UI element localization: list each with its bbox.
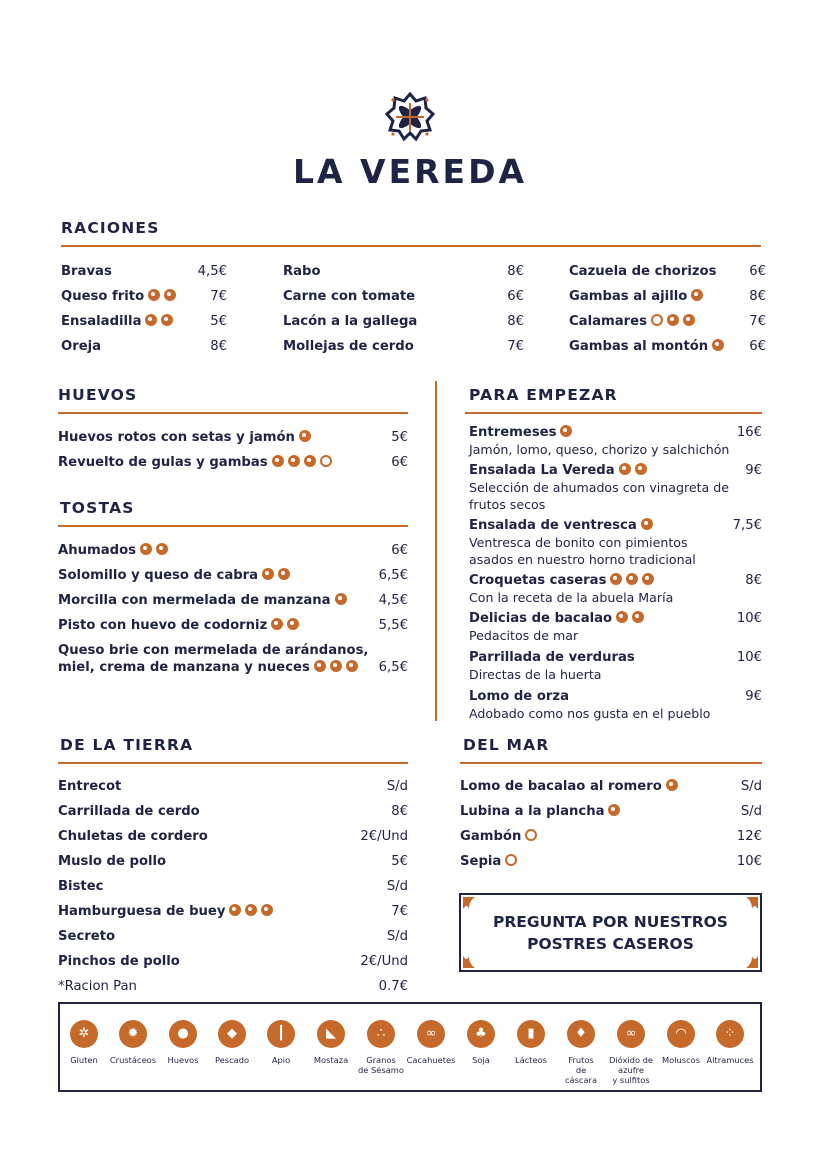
menu-item xyxy=(61,289,227,304)
item-price: S/d xyxy=(740,804,762,819)
menu-item xyxy=(58,929,408,944)
item-description: Adobado como nos gusta en el pueblo xyxy=(469,706,711,721)
section-title-de-la-tierra: DE LA TIERRA xyxy=(60,736,194,754)
menu-item xyxy=(58,779,408,794)
logo xyxy=(0,92,820,142)
tile-corner-icon xyxy=(740,950,758,968)
wheat-icon xyxy=(616,611,628,623)
restaurant-name: LA VEREDA xyxy=(292,152,528,191)
item-name: Bistec xyxy=(58,879,104,894)
item-name: Entremeses xyxy=(469,425,557,440)
eggs-icon xyxy=(288,455,300,467)
wheat-icon xyxy=(314,660,326,672)
desserts-promo-box xyxy=(459,893,762,972)
item-name: Cazuela de chorizos xyxy=(569,264,717,279)
menu-item xyxy=(460,804,762,819)
item-name: Carne con tomate xyxy=(283,289,416,304)
tile-corner-icon xyxy=(740,897,758,915)
menu-item xyxy=(58,829,408,844)
item-name: Delicias de bacalao xyxy=(469,611,613,626)
item-name: Pinchos de pollo xyxy=(58,954,180,969)
item-name: Gambón xyxy=(460,829,522,844)
item-price: 8€ xyxy=(391,804,408,819)
item-name: Entrecot xyxy=(58,779,122,794)
item-description: Jamón, lomo, queso, chorizo y salchichón xyxy=(469,442,730,457)
item-description: Directas de la huerta xyxy=(469,667,602,682)
item-price: 6€ xyxy=(391,543,408,558)
celery-icon: ┃ xyxy=(267,1020,295,1048)
nut-icon xyxy=(346,660,358,672)
allergen-legend xyxy=(58,1002,762,1092)
item-name: Oreja xyxy=(61,339,102,354)
menu-item xyxy=(58,430,408,445)
menu-item xyxy=(460,854,762,869)
mustard-icon xyxy=(245,904,257,916)
item-name: Huevos rotos con setas y jamón xyxy=(58,430,295,445)
legend-item-altramuces: ⁘ Altramuces xyxy=(703,1020,757,1065)
section-divider xyxy=(61,245,761,247)
section-divider xyxy=(58,412,408,414)
item-description: Pedacitos de mar xyxy=(469,628,579,643)
item-description: Con la receta de la abuela María xyxy=(469,590,674,605)
promo-line-2: POSTRES CASEROS xyxy=(527,935,694,953)
item-price: 0.7€ xyxy=(378,979,408,994)
eggs-icon xyxy=(145,314,157,326)
item-price: 7€ xyxy=(507,339,524,354)
item-name: *Racion Pan xyxy=(58,979,137,994)
item-price: S/d xyxy=(740,779,762,794)
menu-item xyxy=(58,568,408,583)
item-name: Gambas al montón xyxy=(569,339,709,354)
section-title-del-mar: DEL MAR xyxy=(463,736,550,754)
legend-item-cacahuetes: ∞ Cacahuetes xyxy=(404,1020,458,1065)
item-name: Hamburguesa de buey xyxy=(58,904,226,919)
item-price: 4,5€ xyxy=(378,593,408,608)
item-price: 7€ xyxy=(210,289,227,304)
item-name: Lomo de bacalao al romero xyxy=(460,779,662,794)
menu-item xyxy=(469,573,762,588)
item-name: Lubina a la plancha xyxy=(460,804,605,819)
item-price: 2€/Und xyxy=(360,954,408,969)
milk-icon xyxy=(683,314,695,326)
menu-item xyxy=(283,314,524,329)
crab-icon: ✹ xyxy=(119,1020,147,1048)
menu-item xyxy=(469,611,762,626)
menu-item xyxy=(569,314,766,329)
item-description: Ventresca de bonito con pimientos xyxy=(469,535,688,550)
item-name: Sepia xyxy=(460,854,502,869)
wheat-icon xyxy=(335,593,347,605)
milk-icon xyxy=(560,425,572,437)
menu-item xyxy=(61,264,227,279)
item-price: 2€/Und xyxy=(360,829,408,844)
milk-icon xyxy=(330,660,342,672)
item-price: 8€ xyxy=(507,314,524,329)
item-name: Secreto xyxy=(58,929,116,944)
legend-item-lacteos: ▮ Lácteos xyxy=(504,1020,558,1065)
menu-item xyxy=(58,804,408,819)
item-name: Ensalada de ventresca xyxy=(469,518,637,533)
menu-item xyxy=(61,314,227,329)
milk-icon xyxy=(642,573,654,585)
section-divider xyxy=(465,412,762,414)
eggs-icon xyxy=(626,573,638,585)
legend-item-crustaceos: ✹ Crustáceos xyxy=(106,1020,160,1065)
item-name: Lomo de orza xyxy=(469,689,569,704)
item-name: Queso frito xyxy=(61,289,145,304)
legend-item-frutos-cascara: ♦ Frutos de cáscara xyxy=(554,1020,608,1085)
section-title-para-empezar: PARA EMPEZAR xyxy=(469,386,618,404)
wheat-icon xyxy=(271,618,283,630)
item-name: Gambas al ajillo xyxy=(569,289,688,304)
menu-item xyxy=(469,518,762,533)
wheat-icon xyxy=(610,573,622,585)
item-price: 7€ xyxy=(391,904,408,919)
menu-item xyxy=(569,264,766,279)
menu-item xyxy=(469,425,762,440)
section-title-tostas: TOSTAS xyxy=(60,499,135,517)
item-description: asados en nuestro horno tradicional xyxy=(469,552,696,567)
crab-icon xyxy=(525,829,537,841)
fish-icon xyxy=(156,543,168,555)
item-price: 9€ xyxy=(745,463,762,478)
menu-item xyxy=(283,264,524,279)
soy-icon: ♣ xyxy=(467,1020,495,1048)
item-name: Bravas xyxy=(61,264,112,279)
peanut-icon: ∞ xyxy=(417,1020,445,1048)
fish-icon xyxy=(632,611,644,623)
item-price: 6,5€ xyxy=(378,660,408,675)
crab-icon xyxy=(691,289,703,301)
tile-emblem-icon xyxy=(385,92,435,142)
mollusc-icon xyxy=(505,854,517,866)
item-name: Chuletas de cordero xyxy=(58,829,208,844)
menu-item xyxy=(469,463,762,478)
item-price: 7€ xyxy=(749,314,766,329)
menu-item xyxy=(469,650,762,665)
tile-corner-icon xyxy=(463,897,481,915)
item-price: 5€ xyxy=(391,430,408,445)
menu-item xyxy=(460,779,762,794)
wheat-icon xyxy=(262,568,274,580)
item-price: 6€ xyxy=(391,455,408,470)
item-price: 9€ xyxy=(745,689,762,704)
nut-icon: ♦ xyxy=(567,1020,595,1048)
item-price: 4,5€ xyxy=(197,264,227,279)
mollusc-icon xyxy=(320,455,332,467)
item-name: Revuelto de gulas y gambas xyxy=(58,455,268,470)
menu-item xyxy=(58,455,408,470)
mustard-icon: ◣ xyxy=(317,1020,345,1048)
item-price: 5€ xyxy=(210,314,227,329)
sulphite-icon: ∞ xyxy=(617,1020,645,1048)
item-price: 8€ xyxy=(210,339,227,354)
item-price: 5€ xyxy=(391,854,408,869)
fish-icon xyxy=(619,463,631,475)
menu-item xyxy=(58,543,408,558)
item-price: 6,5€ xyxy=(378,568,408,583)
eggs-icon xyxy=(299,430,311,442)
milk-icon xyxy=(278,568,290,580)
item-name: Rabo xyxy=(283,264,321,279)
item-name: Mollejas de cerdo xyxy=(283,339,414,354)
item-name: Parrillada de verduras xyxy=(469,650,635,665)
menu-item xyxy=(61,339,227,354)
wheat-icon xyxy=(272,455,284,467)
fish-icon xyxy=(608,804,620,816)
legend-item-huevos: ● Huevos xyxy=(156,1020,210,1065)
legend-item-sesamo: ∴ Granos de Sésamo xyxy=(354,1020,408,1075)
item-name: Croquetas caseras xyxy=(469,573,607,588)
item-name: Solomillo y queso de cabra xyxy=(58,568,259,583)
legend-item-soja: ♣ Soja xyxy=(454,1020,508,1065)
nut-icon xyxy=(635,463,647,475)
legend-item-pescado: ◆ Pescado xyxy=(205,1020,259,1065)
legend-item-apio: ┃ Apio xyxy=(254,1020,308,1065)
item-description: frutos secos xyxy=(469,497,546,512)
item-price: 8€ xyxy=(507,264,524,279)
eggs-icon: ● xyxy=(169,1020,197,1048)
menu-item xyxy=(283,339,524,354)
item-name: Queso brie con mermelada de arándanos, xyxy=(58,643,369,658)
item-price: S/d xyxy=(386,879,408,894)
mustard-icon xyxy=(667,314,679,326)
fish-icon xyxy=(161,314,173,326)
menu-item xyxy=(58,618,408,633)
menu-item xyxy=(58,854,408,869)
item-name: Muslo de pollo xyxy=(58,854,167,869)
legend-item-gluten: ✲ Gluten xyxy=(57,1020,111,1065)
item-name: miel, crema de manzana y nueces xyxy=(58,660,310,675)
menu-item xyxy=(460,829,762,844)
item-price: S/d xyxy=(386,929,408,944)
fish-icon xyxy=(304,455,316,467)
menu-item xyxy=(58,879,408,894)
column-divider xyxy=(435,381,437,721)
crab-icon xyxy=(712,339,724,351)
promo-line-1: PREGUNTA POR NUESTROS xyxy=(493,913,728,931)
section-title-raciones: RACIONES xyxy=(61,219,160,237)
item-name: Carrillada de cerdo xyxy=(58,804,200,819)
item-price: 10€ xyxy=(736,650,762,665)
item-price: 10€ xyxy=(736,854,762,869)
item-name: Ahumados xyxy=(58,543,136,558)
item-name: Morcilla con mermelada de manzana xyxy=(58,593,331,608)
eggs-icon xyxy=(287,618,299,630)
item-name: Ensalada La Vereda xyxy=(469,463,615,478)
legend-item-moluscos: ◠ Moluscos xyxy=(654,1020,708,1065)
item-name: Lacón a la gallega xyxy=(283,314,418,329)
item-name: Pisto con huevo de codorniz xyxy=(58,618,268,633)
fish-icon: ◆ xyxy=(218,1020,246,1048)
tile-corner-icon xyxy=(463,950,481,968)
item-price: 6€ xyxy=(749,339,766,354)
menu-item xyxy=(283,289,524,304)
item-price: 16€ xyxy=(736,425,762,440)
item-price: 5,5€ xyxy=(378,618,408,633)
lupin-icon: ⁘ xyxy=(716,1020,744,1048)
milk-icon: ▮ xyxy=(517,1020,545,1048)
wheat-icon: ✲ xyxy=(70,1020,98,1048)
item-name: Ensaladilla xyxy=(61,314,142,329)
menu-item xyxy=(469,689,762,704)
menu-item xyxy=(58,954,408,969)
mollusc-icon: ◠ xyxy=(667,1020,695,1048)
menu-item xyxy=(58,904,408,919)
item-price: 8€ xyxy=(749,289,766,304)
milk-icon xyxy=(164,289,176,301)
mustard-icon xyxy=(148,289,160,301)
menu-item xyxy=(58,593,408,608)
legend-item-mostaza: ◣ Mostaza xyxy=(304,1020,358,1065)
wheat-icon xyxy=(140,543,152,555)
item-price: 6€ xyxy=(507,289,524,304)
section-divider xyxy=(58,762,408,764)
item-price: 7,5€ xyxy=(732,518,762,533)
sesame-icon: ∴ xyxy=(367,1020,395,1048)
fish-icon xyxy=(666,779,678,791)
menu-item xyxy=(569,289,766,304)
section-title-huevos: HUEVOS xyxy=(58,386,138,404)
item-description: Selección de ahumados con vinagreta de xyxy=(469,480,730,495)
section-divider xyxy=(58,525,408,527)
mollusc-icon xyxy=(651,314,663,326)
section-divider xyxy=(460,762,762,764)
item-price: 10€ xyxy=(736,611,762,626)
item-price: 12€ xyxy=(736,829,762,844)
wheat-icon xyxy=(229,904,241,916)
item-price: 6€ xyxy=(749,264,766,279)
menu-item xyxy=(569,339,766,354)
fish-icon xyxy=(641,518,653,530)
sesame-icon xyxy=(261,904,273,916)
item-price: 8€ xyxy=(745,573,762,588)
item-price: S/d xyxy=(386,779,408,794)
menu-item xyxy=(58,660,408,675)
legend-item-sulfitos: ∞ Dióxido de azufre y sulfitos xyxy=(604,1020,658,1085)
bread-note xyxy=(58,979,408,994)
item-name: Calamares xyxy=(569,314,647,329)
